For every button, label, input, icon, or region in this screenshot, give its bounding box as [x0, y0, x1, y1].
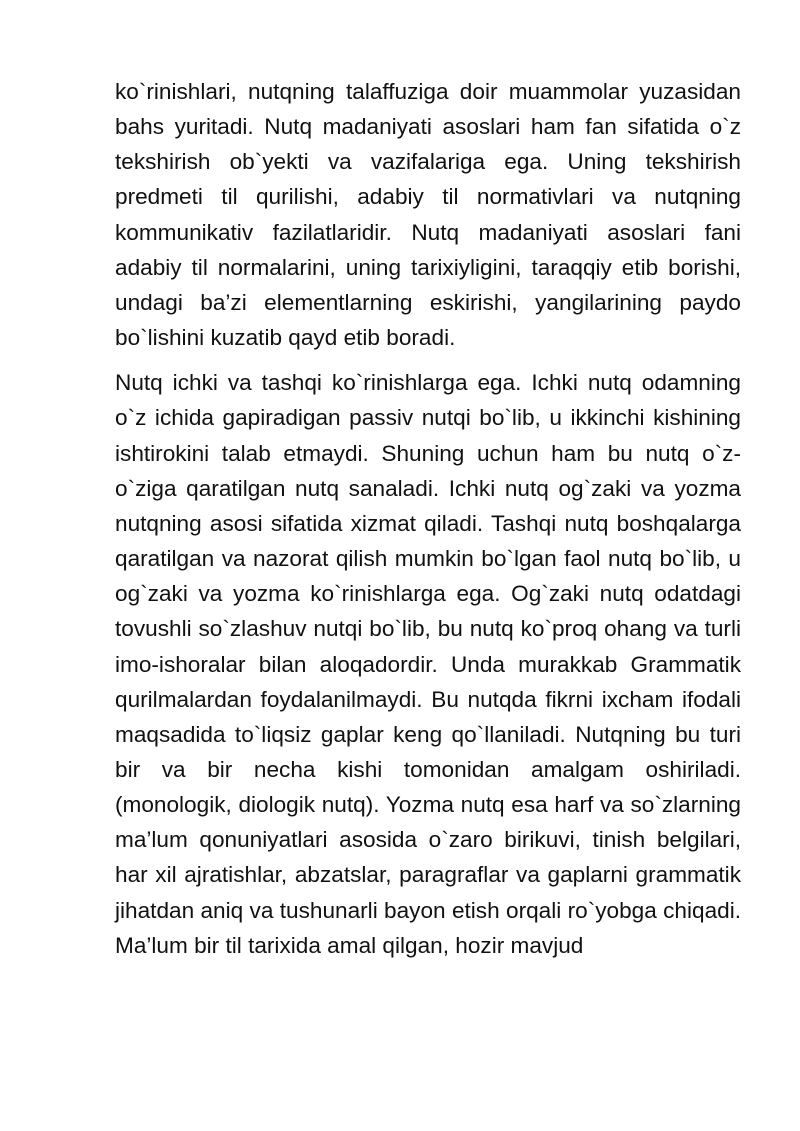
document-page	[115, 74, 741, 963]
paragraph-2: Nutq ichki va tashqi ko`rinishlarga ega. Ichki nutq odamning o`z ichida gapiradigan passiv nutqi bo`lib, u ikkinchi kishining ishtirokini talab etmaydi. Shuning uchun ham bu nutq o`z-o`ziga qaratilgan nutq sanaladi. Ichki nutq og`zaki va yozma nutqning asosi sifatida xizmat qiladi. Tashqi nutq boshqalarga qaratilgan va nazorat qilish mumkin bo`lgan faol nutq bo`lib, u og`zaki va yozma ko`rinishlarga ega. Og`zaki nutq odatdagi tovushli so`zlashuv nutqi bo`lib, bu nutq ko`proq ohang va turli imo-ishoralar bilan aloqadordir. Unda murakkab Grammatik qurilmalardan foydalanilmaydi. Bu nutqda fikrni ixcham ifodali maqsadida to`liqsiz gaplar keng qo`llaniladi. Nutqning bu turi bir va bir necha kishi tomonidan amalgam oshiriladi. (monologik, diologik nutq). Yozma nutq esa harf va so`zlarning ma’lum qonuniyatlari asosida o`zaro birikuvi, tinish belgilari, har xil ajratishlar, abzatslar, paragraflar va gaplarni grammatik jihatdan aniq va tushunarli bayon etish orqali ro`yobga chiqadi. Ma’lum bir til tarixida amal qilgan, hozir mavjud	[115, 370, 741, 958]
paragraph-1: ko`rinishlari, nutqning talaffuziga doir muammolar yuzasidan bahs yuritadi. Nutq madaniyati asoslari ham fan sifatida o`z tekshirish ob`yekti va vazifalariga ega. Uning tekshirish predmeti til qurilishi, adabiy til normativlari va nutqning kommunikativ fazilatlaridir. Nutq madaniyati asoslari fani adabiy til normalarini, uning tarixiyligini, taraqqiy etib borishi, undagi ba’zi elementlarning eskirishi, yangilarining paydo bo`lishini kuzatib qayd etib boradi.	[115, 79, 741, 351]
